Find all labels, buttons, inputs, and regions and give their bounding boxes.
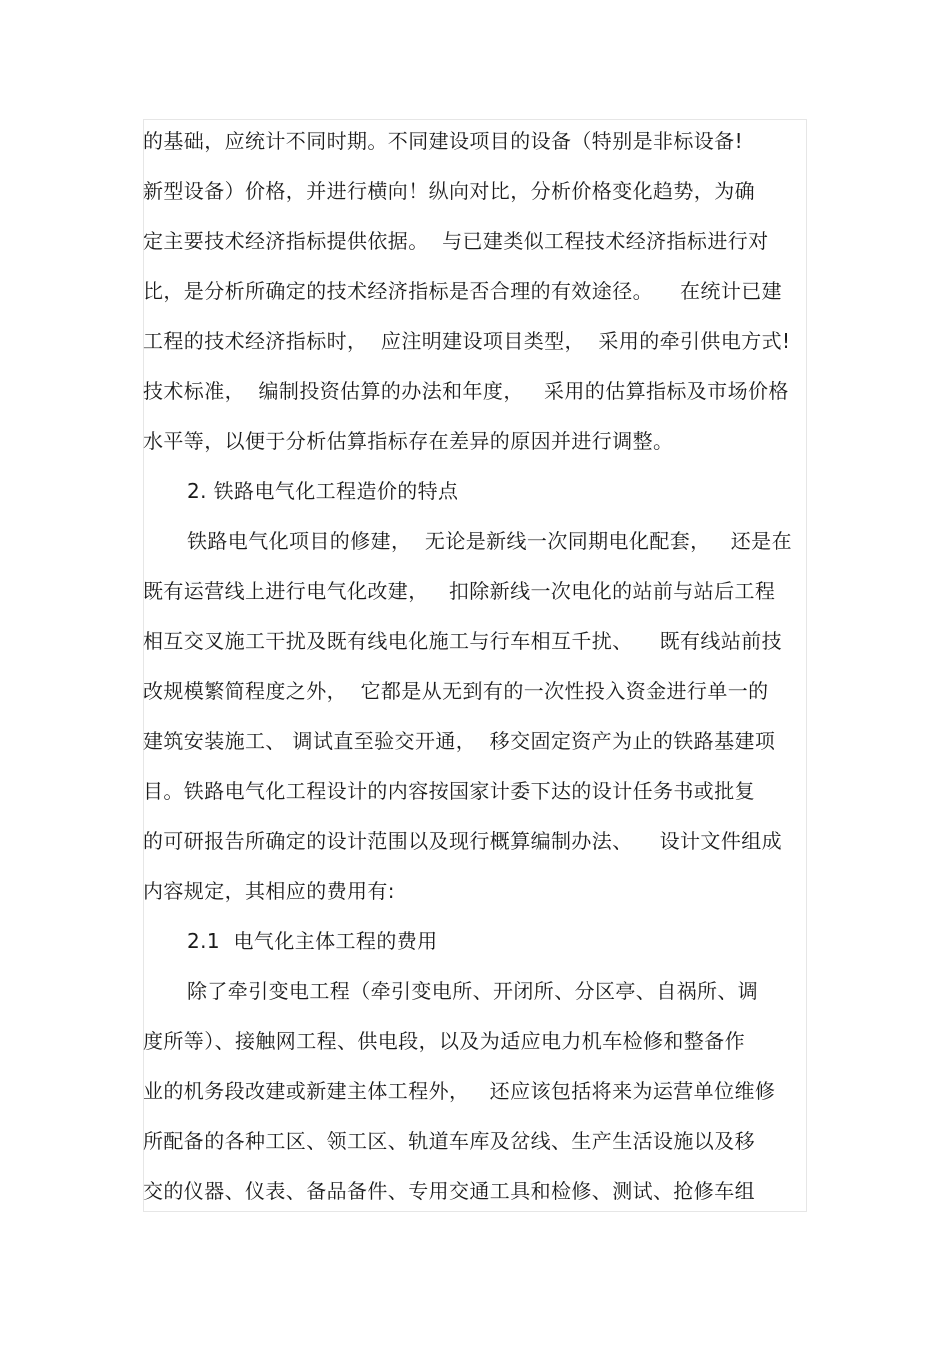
text-line: 新型设备）价格，并进行横向！纵向对比，分析价格变化趋势，为确 bbox=[143, 179, 755, 203]
subsection-heading: 2.1 电气化主体工程的费用 bbox=[187, 929, 438, 953]
text-line: 相互交叉施工干扰及既有线电化施工与行车相互千扰、 既有线站前技 bbox=[143, 629, 783, 653]
text-line: 业的机务段改建或新建主体工程外， 还应该包括将来为运营单位维修 bbox=[143, 1079, 776, 1103]
text-line: 的基础，应统计不同时期。不同建设项目的设备（特别是非标设备! bbox=[143, 129, 744, 153]
text-line: 的可研报告所确定的设计范围以及现行概算编制办法、 设计文件组成 bbox=[143, 829, 783, 853]
text-line: 改规模繁简程度之外， 它都是从无到有的一次性投入资金进行单一的 bbox=[143, 679, 769, 703]
text-line: 度所等）、接触网工程、供电段，以及为适应电力机车检修和整备作 bbox=[143, 1029, 745, 1053]
text-line: 既有运营线上进行电气化改建， 扣除新线一次电化的站前与站后工程 bbox=[143, 579, 776, 603]
text-line: 技术标准， 编制投资估算的办法和年度， 采用的估算指标及市场价格 bbox=[143, 379, 789, 403]
document-body bbox=[143, 116, 823, 1216]
text-line: 所配备的各种工区、领工区、轨道车库及岔线、生产生活设施以及移 bbox=[143, 1129, 755, 1153]
text-line: 比，是分析所确定的技术经济指标是否合理的有效途径。 在统计已建 bbox=[143, 279, 783, 303]
text-line: 定主要技术经济指标提供依据。 与已建类似工程技术经济指标进行对 bbox=[143, 229, 769, 253]
text-line: 铁路电气化项目的修建， 无论是新线一次同期电化配套， 还是在 bbox=[187, 529, 792, 553]
text-line: 建筑安装施工、 调试直至验交开通， 移交固定资产为止的铁路基建项 bbox=[143, 729, 776, 753]
text-line: 内容规定，其相应的费用有: bbox=[143, 879, 395, 903]
text-line: 水平等，以便于分析估算指标存在差异的原因并进行调整。 bbox=[143, 429, 674, 453]
text-line: 工程的技术经济指标时， 应注明建设项目类型， 采用的牵引供电方式! bbox=[143, 329, 791, 353]
section-heading: 2. 铁路电气化工程造价的特点 bbox=[187, 479, 459, 503]
text-line: 目。铁路电气化工程设计的内容按国家计委下达的设计任务书或批复 bbox=[143, 779, 755, 803]
text-line: 除了牵引变电工程（牵引变电所、开闭所、分区亭、自祸所、调 bbox=[187, 979, 759, 1003]
text-line: 交的仪器、仪表、备品备件、专用交通工具和检修、测试、抢修车组 bbox=[143, 1179, 755, 1203]
